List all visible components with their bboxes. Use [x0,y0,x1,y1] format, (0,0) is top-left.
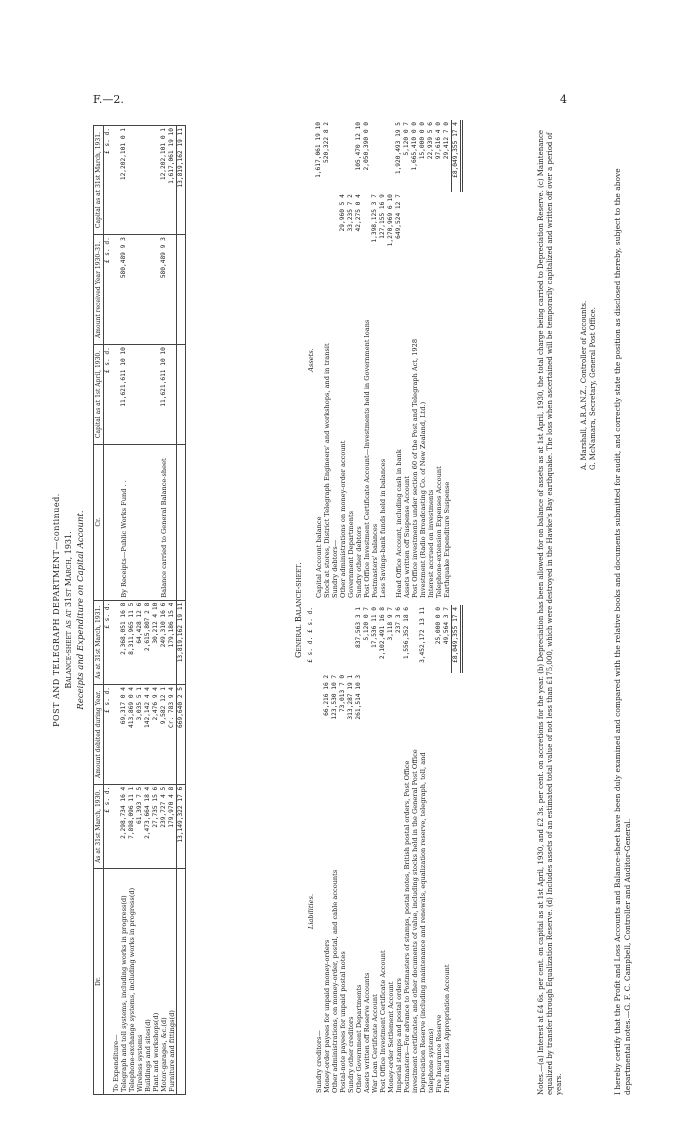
table-row [355,120,363,600]
cell-value [363,673,371,728]
table-row [323,120,331,600]
totals-spacer [177,869,186,1095]
capital-header-7: Capital as at 31st March, 1931. [94,126,104,235]
cell-value: 237 3 6 [395,607,402,634]
liabilities-units: £ s. d. £ s. d. [307,607,314,663]
row-label: Postmasters' balances [371,523,379,598]
total-value: 13,149,322 17 6 [177,784,186,868]
row-label: Capital Account balance [315,516,323,598]
cell-value: 1,617,061 19 10 [315,122,322,178]
cell-value [331,120,339,192]
cell-value [128,235,136,345]
cell-value [427,192,435,260]
total-spacer [452,260,462,600]
total-spacer [452,673,462,728]
cell-value [323,192,331,260]
units-spacer [104,444,113,600]
row-label: Fire Insurance Reserve [435,1014,443,1093]
audit-certificate: I hereby certify that the Profit and Loss Accounts and Balance-sheet have been duly examined and compared with the relative books and documents submitted for audit, and correctly state the position as disclosed thereby, subject to the above departmental notes.—G. F. C. Campbell, Controller and Auditor-General. [613,168,632,1095]
cell-value: 1,920,493 19 5 [395,122,402,175]
row-label: Sundry other creditors [347,1016,355,1093]
cell-value: 12,202,101 0 1 [160,126,168,235]
general-balance-sheet-title: General Balance-sheet. [294,562,303,658]
cell-value: 5,120 0 7 [403,122,410,156]
page-header-left: F.—2. [93,93,124,106]
cell-value [371,673,379,728]
cell-value [112,600,120,684]
total-spacer [452,192,462,260]
cell-value [144,126,152,235]
row-label: Profit and Loss Appropriation Account [443,964,451,1093]
row-label: Sundry other debtors [355,526,363,598]
table-row [379,120,387,600]
cell-value [331,605,339,673]
cell-value: 142,142 4 4 [144,685,152,785]
table-row [419,120,427,600]
cell-value: 249,310 16 6 [160,600,168,684]
table-row [347,120,355,600]
row-label: Post Office Investment Certificate Account—Investments held in Government loans [363,319,371,598]
capital-header-5: Capital as at 1st April, 1930. [94,345,104,445]
cell-value: 1,665,410 0 0 [411,122,418,171]
table-row [379,605,387,1095]
cell-value: 313,287 19 1 [347,674,354,720]
unit-label: £ s. d. [104,126,113,235]
liabilities-table [307,605,463,1095]
row-label: Other administrations, on money-order, postal, and cable accounts [331,869,339,1093]
row-label: Wireless systems [136,869,144,1095]
cell-value: 261,514 10 3 [355,674,362,720]
cell-value: 580,489 9 3 [160,235,168,345]
row-label: Money-order Settlement Account [387,981,395,1093]
cell-value [152,235,160,345]
cell-value [168,235,177,345]
grand-total: £8,049,355 17 4 [452,605,462,673]
page-number: 4 [560,93,567,106]
table-row [387,605,395,1095]
capital-header-1: As at 31st March, 1930. [94,784,104,868]
cell-value: 3,452,172 13 11 [419,607,426,663]
table-row [347,605,355,1095]
row-label: Post Office Investment Certificate Account [379,950,387,1093]
cell-value [136,235,144,345]
cell-value: 15,000 0 0 [419,122,426,160]
totals-spacer [177,444,186,600]
row-label: Postmasters—For advance to Postmasters of stamps, postal notes, British postal orders, Post Office investment certificates, and other documents of value, including stocks held in the General Post Office [403,749,419,1093]
total-value: 13,819,162 19 11 [177,600,186,684]
table-row [315,120,323,600]
row-label: Money-order payees for unpaid money-orders [323,939,331,1093]
cell-value [144,235,152,345]
cell-value [315,192,323,260]
cell-value: 73,013 7 0 [339,674,346,713]
table-row [363,605,371,1095]
row-label: Telephone-exchange systems, including works in progress(d) [128,869,136,1095]
cell-value: 42,275 0 4 [355,194,362,232]
table-row [443,120,452,600]
credit-label: Balance carried to General Balance-sheet [160,444,168,600]
cell-value: 69,317 0 4 [120,685,128,785]
unit-label: £ s. d. [104,784,113,868]
row-label: Sundry debtors— [331,539,339,598]
cell-value: 33,235 7 2 [347,194,354,232]
table-row [315,605,323,1095]
table-row [435,605,443,1095]
row-label: Stock at stores, District Telegraph Engineers' and workshops, and in transit [323,343,331,598]
row-label: Interest accrued on investments [427,489,435,598]
cell-value [387,120,395,192]
grand-total: £8,049,355 17 4 [452,120,462,192]
signature-controller: A. Marshall, A.R.A.N.Z., Controller of Accounts. [580,300,588,470]
grand-total-row [452,120,462,600]
cell-value [128,126,136,235]
table-row [443,605,452,1095]
cell-value [152,126,160,235]
cell-value [347,120,355,192]
cell-value [363,192,371,260]
cell-value: 2,102,491 16 8 [379,607,386,660]
cell-value [395,673,403,728]
cell-value: 49,564 3 7 [443,607,450,645]
credit-label [168,444,177,600]
table-row [339,120,347,600]
cell-value: 27,735 15 6 [152,784,160,868]
table-row [323,605,331,1095]
cell-value: 179,970 4 8 [168,784,177,868]
cell-value [419,192,427,260]
cell-value [435,192,443,260]
row-label: Assets written off Reserve Accounts [363,972,371,1093]
cell-value: 25,000 0 0 [435,607,442,645]
cell-value: 3,118 9 7 [387,607,394,641]
table-row [403,120,411,600]
cell-value [443,673,452,728]
cell-value [315,673,323,728]
row-label: Other administrations on money-order account [339,440,347,598]
credit-label [112,444,120,600]
balance-sheet-title: Balance-sheet as at 31st March, 1931. [64,531,73,689]
cell-value [112,784,120,868]
row-label: Earthquake Expenditure Suspense [443,481,451,598]
cell-value [403,192,411,260]
row-label: Sundry creditors— [315,1029,323,1093]
row-label: Furniture and fittings(d) [168,869,177,1095]
unit-label: £ s. d. [104,235,113,345]
cell-value: 2,298,734 16 4 [120,784,128,868]
table-row [355,605,363,1095]
cell-value: 1,398,125 3 7 [371,194,378,243]
total-value: 669,640 2 5 [177,685,186,785]
table-row [363,120,371,600]
cell-value: 12,202,101 0 1 [120,126,128,235]
table-row [331,605,339,1095]
cell-value: 179,186 15 4 [168,600,177,684]
cell-value: 2,368,051 16 8 [120,600,128,684]
cell-value [152,345,160,445]
units-spacer [104,869,113,1095]
cell-value: 127,155 16 9 [379,194,386,239]
cell-value: 1,617,061 19 10 [168,126,177,235]
cell-value: 105,470 12 10 [355,122,362,171]
cell-value: 2,050,390 0 0 [363,122,370,171]
table-row [152,126,160,1095]
credit-label: By Receipts—Public Works Fund . . [120,444,128,600]
table-row [339,605,347,1095]
table-row [160,126,168,1095]
table-row [168,126,177,1095]
department-title: POST AND TELEGRAPH DEPARTMENT—continued. [52,493,61,727]
cell-value: 61,393 7 5 [136,784,144,868]
capital-account-table [93,125,186,1095]
cell-value [347,605,355,673]
cell-value: 5,120 0 7 [363,607,370,641]
cell-value: 580,489 9 3 [120,235,128,345]
cell-value: 123,530 10 7 [331,674,338,720]
cell-value [144,345,152,445]
table-row [403,605,419,1095]
row-label: Motor-garages, &c.(d) [160,869,168,1095]
row-label: Imperial stamps and postal orders [395,978,403,1093]
table-row [395,605,403,1095]
cell-value: 29,960 5 4 [339,194,346,232]
cell-value: 11,621,611 10 10 [120,345,128,445]
cell-value [315,605,323,673]
cell-value: 8,311,965 11 5 [128,600,136,684]
cell-value: 64,428 12 6 [136,600,144,684]
cell-value: 239,727 4 5 [160,784,168,868]
cell-value [379,673,387,728]
signature-secretary: G. McNamara, Secretary, General Post Office. [589,307,597,470]
rotated-page-content [45,110,645,1110]
row-label: Telephone-extension Expenses Account [435,466,443,598]
cell-value: 97,616 4 0 [435,122,442,160]
cell-value: 2,473,664 18 4 [144,784,152,868]
cell-value [112,126,120,235]
cell-value: 837,563 3 1 [355,607,362,648]
cell-value [136,345,144,445]
capital-header-6: Amount received Year 1930–31. [94,235,104,345]
row-label: Buildings and sites(d) [144,869,152,1095]
table-row [395,120,403,600]
row-label [387,260,395,600]
cell-value [323,605,331,673]
capital-totals-row [177,126,186,1095]
row-label: Investment (Radio Broadcasting Co. of New Zealand, Ltd.) [419,401,427,598]
row-label: Less Savings-bank funds held in balances [379,458,387,598]
cell-value [112,685,120,785]
cell-value: Cr. 783 9 4 [168,685,177,785]
cell-value [435,673,443,728]
cell-value [168,345,177,445]
table-row [144,126,152,1095]
credit-label [136,444,144,600]
cell-value [411,192,419,260]
unit-label: £ s. d. [104,600,113,684]
cell-value: 649,524 12 7 [395,194,402,239]
cell-value [443,192,452,260]
cell-value: 17,536 11 0 [371,607,378,648]
table-row [387,120,395,600]
capital-units-row [104,126,113,1095]
cell-value [387,673,395,728]
cell-value: 66,216 16 2 [323,674,330,716]
cell-value [403,673,419,728]
capital-account-title: Receipts and Expenditure on Capital Account. [76,510,86,710]
table-row [371,120,379,600]
signatures [580,301,598,470]
credit-label [128,444,136,600]
cell-value: 1,556,352 18 6 [403,607,410,660]
capital-header-2: Amount debited during Year. [94,685,104,785]
notes: Notes.—(a) Interest at £4 6s. per cent. on capital as at 1st April, 1930, and £2 3s. per cent. on accretions for the year. (b) Depreciation has been allowed for on balance of assets as at 1st April, 1930, the total charge being carried to Depreciation Reserve. (c) Maintenance equalized by transfer through Equalization Reserve. (d) Includes assets of an estimated total value of not less than £175,000, which were destroyed in the Hawke's Bay earthquake. The loss when ascertained will be temporarily capitalized and written off over a period of years. [537,129,563,1095]
cell-value: 30,212 4 10 [152,600,160,684]
row-label: Other Government Departments [355,984,363,1093]
capital-header-4: Cr. [94,444,104,600]
liabilities-heading: Liabilities. [307,893,315,930]
unit-label: £ s. d. [104,345,113,445]
cell-value [371,120,379,192]
cell-value: 2,615,807 2 8 [144,600,152,684]
total-spacer [452,728,462,1095]
table-row [120,126,128,1095]
cell-value: 520,322 8 2 [323,122,330,163]
row-label: Depreciation Reserve (including maintenance and renewals, equalization reserve, telegraph, toll, and telephone systems) [419,752,435,1093]
cell-value [331,192,339,260]
cell-value: 7,898,096 11 1 [128,784,136,868]
table-row [427,120,435,600]
cell-value [136,126,144,235]
row-label: Post Office investments under section 60 of the Post and Telegraph Act, 1928 [411,338,419,598]
row-label: Postal-note payees for unpaid postal notes [339,951,347,1093]
credit-label [152,444,160,600]
cell-value [128,345,136,445]
cell-value: 2,476 9 4 [152,685,160,785]
cell-value [112,345,120,445]
totals-spacer [177,235,186,345]
credit-label [144,444,152,600]
table-row [128,126,136,1095]
cell-value: 11,621,611 10 10 [160,345,168,445]
cell-value [339,605,347,673]
cell-value [379,120,387,192]
cell-value: 22,939 5 6 [427,122,434,160]
cell-value: 1,270,969 6 10 [387,194,394,247]
row-label: Telegraph and toll systems, including works in progress(d) [120,869,128,1095]
row-label: To Expenditure— [112,869,120,1095]
cell-value: 9,582 12 1 [160,685,168,785]
table-row [411,120,419,600]
row-label: Head Office Account, including cash in bank [395,449,403,598]
cell-value: 3,035 5 1 [136,685,144,785]
table-row [419,605,435,1095]
cell-value [339,120,347,192]
table-row [371,605,379,1095]
table-row [435,120,443,600]
cell-value: 413,869 0 4 [128,685,136,785]
assets-heading: Assets. [307,348,315,372]
total-value: 13,819,162 19 11 [177,126,186,235]
capital-header-3: As at 31st March, 1931. [94,600,104,684]
assets-table [307,120,463,600]
table-row [136,126,144,1095]
row-label: Plant and workshops(d) [152,869,160,1095]
cell-value [419,673,435,728]
table-row [112,126,120,1095]
row-label: Assets written off Suspense Account [403,476,411,598]
totals-spacer [177,345,186,445]
row-label: War Loan Certificate Account [371,994,379,1093]
cell-value [112,235,120,345]
unit-label: £ s. d. [104,685,113,785]
table-row [331,120,339,600]
capital-header-0: Dr. [94,869,104,1095]
row-label: Government Departments [347,511,355,598]
cell-value: 29,412 7 0 [443,122,450,160]
grand-total-row [452,605,462,1095]
